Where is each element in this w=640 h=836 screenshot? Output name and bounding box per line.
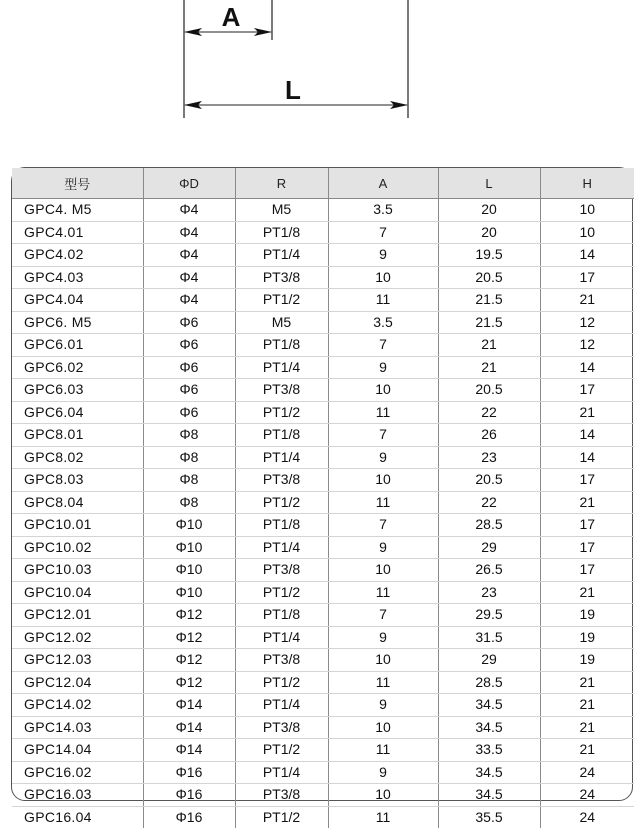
- cell-model: GPC4.02: [12, 244, 143, 267]
- cell-a: 11: [328, 289, 438, 312]
- cell-h: 10: [540, 199, 634, 222]
- cell-thread: PT3/8: [235, 784, 328, 807]
- cell-thread: PT3/8: [235, 716, 328, 739]
- table-row: [12, 446, 634, 469]
- cell-h: 21: [540, 289, 634, 312]
- cell-h: 14: [540, 244, 634, 267]
- cell-l: 22: [438, 401, 540, 424]
- cell-thread: PT1/2: [235, 289, 328, 312]
- cell-model: GPC10.02: [12, 536, 143, 559]
- cell-a: 11: [328, 739, 438, 762]
- cell-l: 20.5: [438, 469, 540, 492]
- cell-model: GPC12.02: [12, 626, 143, 649]
- cell-diameter: Φ14: [143, 739, 235, 762]
- cell-model: GPC4. M5: [12, 199, 143, 222]
- cell-a: 9: [328, 446, 438, 469]
- cell-thread: PT1/8: [235, 424, 328, 447]
- cell-diameter: Φ10: [143, 514, 235, 537]
- cell-diameter: Φ8: [143, 446, 235, 469]
- cell-diameter: Φ4: [143, 266, 235, 289]
- cell-diameter: Φ8: [143, 491, 235, 514]
- cell-h: 21: [540, 671, 634, 694]
- cell-diameter: Φ6: [143, 401, 235, 424]
- cell-l: 20.5: [438, 266, 540, 289]
- table-row: [12, 469, 634, 492]
- cell-h: 12: [540, 334, 634, 357]
- cell-model: GPC8.01: [12, 424, 143, 447]
- cell-diameter: Φ14: [143, 716, 235, 739]
- cell-l: 33.5: [438, 739, 540, 762]
- cell-a: 11: [328, 671, 438, 694]
- table-body: [12, 199, 634, 829]
- table-row: [12, 356, 634, 379]
- cell-a: 10: [328, 784, 438, 807]
- cell-l: 26: [438, 424, 540, 447]
- cell-h: 17: [540, 469, 634, 492]
- header-a: A: [328, 168, 438, 199]
- table-row: [12, 806, 634, 828]
- cell-model: GPC8.02: [12, 446, 143, 469]
- cell-a: 9: [328, 356, 438, 379]
- table-row: [12, 289, 634, 312]
- cell-thread: PT1/2: [235, 671, 328, 694]
- cell-a: 10: [328, 266, 438, 289]
- cell-l: 35.5: [438, 806, 540, 828]
- cell-a: 10: [328, 649, 438, 672]
- cell-h: 21: [540, 694, 634, 717]
- cell-h: 17: [540, 379, 634, 402]
- cell-thread: PT1/4: [235, 356, 328, 379]
- spec-table-container: [11, 167, 633, 825]
- header-thread: R: [235, 168, 328, 199]
- cell-thread: PT3/8: [235, 469, 328, 492]
- table-row: [12, 536, 634, 559]
- cell-thread: PT1/2: [235, 581, 328, 604]
- cell-a: 10: [328, 469, 438, 492]
- table-row: [12, 514, 634, 537]
- cell-a: 7: [328, 604, 438, 627]
- table-row: [12, 491, 634, 514]
- cell-model: GPC16.04: [12, 806, 143, 828]
- cell-model: GPC10.01: [12, 514, 143, 537]
- cell-a: 3.5: [328, 199, 438, 222]
- cell-l: 22: [438, 491, 540, 514]
- cell-model: GPC6.03: [12, 379, 143, 402]
- cell-model: GPC4.03: [12, 266, 143, 289]
- cell-diameter: Φ12: [143, 604, 235, 627]
- cell-diameter: Φ16: [143, 806, 235, 828]
- table-row: [12, 671, 634, 694]
- cell-model: GPC10.04: [12, 581, 143, 604]
- cell-model: GPC6. M5: [12, 311, 143, 334]
- cell-a: 11: [328, 401, 438, 424]
- header-model: 型号: [12, 168, 143, 199]
- cell-l: 21.5: [438, 289, 540, 312]
- cell-l: 34.5: [438, 761, 540, 784]
- cell-h: 21: [540, 491, 634, 514]
- cell-l: 23: [438, 581, 540, 604]
- cell-h: 24: [540, 784, 634, 807]
- cell-a: 9: [328, 761, 438, 784]
- cell-model: GPC8.04: [12, 491, 143, 514]
- cell-a: 9: [328, 694, 438, 717]
- cell-model: GPC14.02: [12, 694, 143, 717]
- header-l: L: [438, 168, 540, 199]
- cell-diameter: Φ4: [143, 221, 235, 244]
- table-row: [12, 581, 634, 604]
- dimension-label-l: L: [285, 75, 301, 105]
- cell-model: GPC12.01: [12, 604, 143, 627]
- table-row: [12, 311, 634, 334]
- cell-h: 14: [540, 356, 634, 379]
- table-row: [12, 334, 634, 357]
- dimension-label-a: A: [221, 2, 241, 32]
- cell-a: 10: [328, 716, 438, 739]
- cell-model: GPC12.03: [12, 649, 143, 672]
- cell-h: 17: [540, 514, 634, 537]
- cell-thread: PT1/8: [235, 221, 328, 244]
- cell-diameter: Φ12: [143, 649, 235, 672]
- cell-l: 23: [438, 446, 540, 469]
- table-row: [12, 649, 634, 672]
- cell-model: GPC10.03: [12, 559, 143, 582]
- cell-l: 28.5: [438, 671, 540, 694]
- cell-diameter: Φ4: [143, 289, 235, 312]
- cell-diameter: Φ6: [143, 311, 235, 334]
- cell-model: GPC16.03: [12, 784, 143, 807]
- cell-model: GPC4.01: [12, 221, 143, 244]
- cell-l: 26.5: [438, 559, 540, 582]
- cell-diameter: Φ12: [143, 671, 235, 694]
- cell-thread: PT1/2: [235, 401, 328, 424]
- cell-model: GPC6.04: [12, 401, 143, 424]
- cell-l: 28.5: [438, 514, 540, 537]
- table-row: [12, 379, 634, 402]
- cell-h: 24: [540, 761, 634, 784]
- cell-thread: PT1/2: [235, 806, 328, 828]
- cell-diameter: Φ4: [143, 244, 235, 267]
- cell-thread: PT3/8: [235, 559, 328, 582]
- cell-diameter: Φ10: [143, 581, 235, 604]
- cell-a: 10: [328, 379, 438, 402]
- table-row: [12, 244, 634, 267]
- cell-l: 20.5: [438, 379, 540, 402]
- cell-a: 10: [328, 559, 438, 582]
- table-row: [12, 626, 634, 649]
- cell-diameter: Φ6: [143, 356, 235, 379]
- cell-model: GPC14.04: [12, 739, 143, 762]
- cell-a: 7: [328, 424, 438, 447]
- dimension-diagram: [0, 0, 640, 150]
- cell-thread: PT3/8: [235, 266, 328, 289]
- table-row: [12, 739, 634, 762]
- cell-model: GPC6.02: [12, 356, 143, 379]
- header-diameter: ΦD: [143, 168, 235, 199]
- table-row: [12, 694, 634, 717]
- cell-diameter: Φ14: [143, 694, 235, 717]
- cell-l: 34.5: [438, 716, 540, 739]
- cell-diameter: Φ12: [143, 626, 235, 649]
- cell-l: 29: [438, 649, 540, 672]
- cell-diameter: Φ16: [143, 784, 235, 807]
- table-row: [12, 559, 634, 582]
- cell-thread: PT1/4: [235, 694, 328, 717]
- table-row: [12, 221, 634, 244]
- table-row: [12, 604, 634, 627]
- header-h: H: [540, 168, 634, 199]
- cell-a: 7: [328, 221, 438, 244]
- cell-a: 11: [328, 581, 438, 604]
- cell-h: 14: [540, 446, 634, 469]
- cell-thread: PT1/8: [235, 334, 328, 357]
- cell-thread: M5: [235, 311, 328, 334]
- cell-h: 21: [540, 401, 634, 424]
- cell-thread: M5: [235, 199, 328, 222]
- cell-thread: PT1/4: [235, 244, 328, 267]
- cell-l: 34.5: [438, 784, 540, 807]
- cell-thread: PT1/8: [235, 604, 328, 627]
- cell-l: 21.5: [438, 311, 540, 334]
- cell-thread: PT1/2: [235, 739, 328, 762]
- cell-h: 14: [540, 424, 634, 447]
- cell-h: 21: [540, 739, 634, 762]
- cell-thread: PT3/8: [235, 379, 328, 402]
- cell-diameter: Φ16: [143, 761, 235, 784]
- cell-a: 9: [328, 536, 438, 559]
- table-header-row: [12, 168, 634, 199]
- cell-model: GPC16.02: [12, 761, 143, 784]
- cell-thread: PT1/4: [235, 446, 328, 469]
- cell-model: GPC8.03: [12, 469, 143, 492]
- cell-l: 29: [438, 536, 540, 559]
- cell-a: 7: [328, 514, 438, 537]
- cell-l: 21: [438, 334, 540, 357]
- cell-diameter: Φ6: [143, 334, 235, 357]
- cell-h: 12: [540, 311, 634, 334]
- table-row: [12, 716, 634, 739]
- cell-l: 19.5: [438, 244, 540, 267]
- table-row: [12, 401, 634, 424]
- cell-a: 11: [328, 491, 438, 514]
- cell-thread: PT1/4: [235, 536, 328, 559]
- cell-diameter: Φ6: [143, 379, 235, 402]
- cell-thread: PT1/8: [235, 514, 328, 537]
- cell-h: 17: [540, 559, 634, 582]
- cell-h: 24: [579, 808, 596, 825]
- table-row: [12, 266, 634, 289]
- cell-model: GPC12.04: [12, 671, 143, 694]
- table-row: [12, 784, 634, 807]
- cell-h: 17: [540, 536, 634, 559]
- cell-diameter: Φ10: [143, 559, 235, 582]
- cell-l: 29.5: [438, 604, 540, 627]
- cell-thread: PT1/4: [235, 626, 328, 649]
- cell-model: GPC14.03: [12, 716, 143, 739]
- cell-a: 9: [328, 626, 438, 649]
- cell-l: 20: [438, 221, 540, 244]
- cell-thread: PT3/8: [235, 649, 328, 672]
- table-row: [12, 424, 634, 447]
- cell-diameter: Φ10: [143, 536, 235, 559]
- cell-diameter: Φ8: [143, 424, 235, 447]
- cell-diameter: Φ4: [143, 199, 235, 222]
- cell-h: 19: [540, 626, 634, 649]
- cell-l: 34.5: [438, 694, 540, 717]
- table-row: [12, 199, 634, 222]
- cell-a: 11: [328, 806, 438, 828]
- cell-h: 21: [540, 716, 634, 739]
- cell-a: 3.5: [328, 311, 438, 334]
- cell-h: 21: [540, 581, 634, 604]
- cell-l: 31.5: [438, 626, 540, 649]
- cell-h: 10: [540, 221, 634, 244]
- cell-h: 19: [540, 649, 634, 672]
- cell-h: 17: [540, 266, 634, 289]
- spec-table: [12, 168, 634, 828]
- cell-thread: PT1/4: [235, 761, 328, 784]
- cell-diameter: Φ8: [143, 469, 235, 492]
- cell-l: 20: [438, 199, 540, 222]
- cell-h: 19: [540, 604, 634, 627]
- cell-thread: PT1/2: [235, 491, 328, 514]
- cell-l: 21: [438, 356, 540, 379]
- cell-model: GPC4.04: [12, 289, 143, 312]
- cell-model: GPC6.01: [12, 334, 143, 357]
- table-row: [12, 761, 634, 784]
- cell-a: 9: [328, 244, 438, 267]
- cell-a: 7: [328, 334, 438, 357]
